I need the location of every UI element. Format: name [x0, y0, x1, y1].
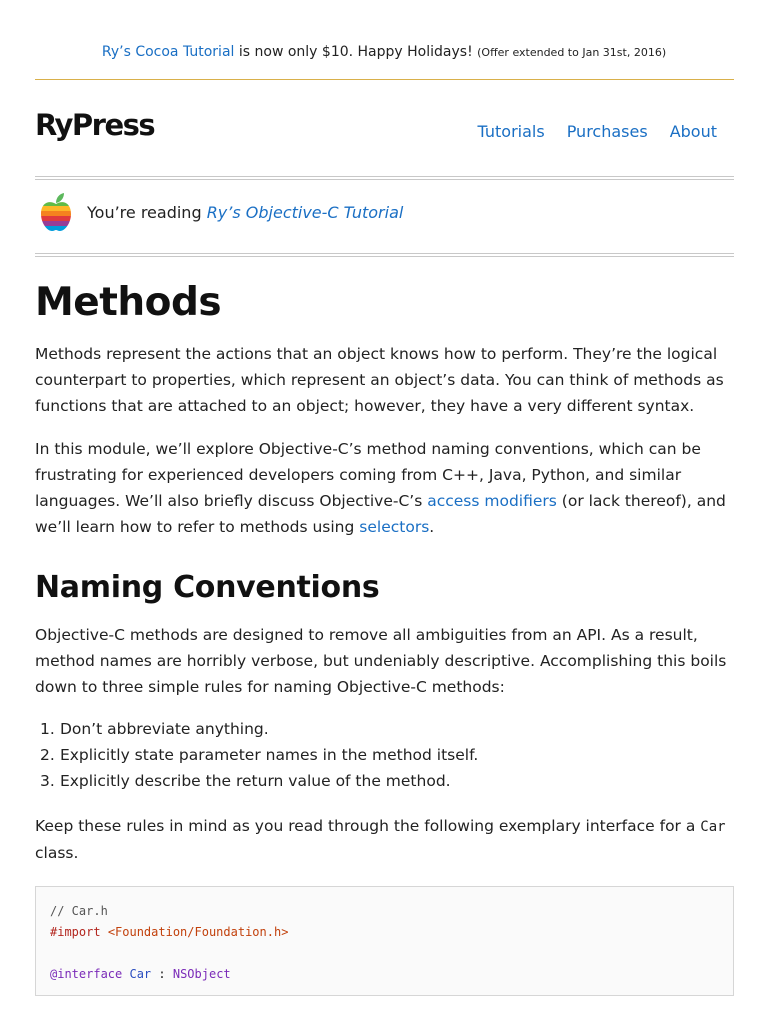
code-line-2 — [50, 922, 733, 943]
list-number: 1. — [40, 720, 55, 738]
list-item — [35, 742, 715, 768]
interface-paragraph — [35, 813, 734, 866]
code-block — [35, 886, 734, 996]
code-directive: #import — [50, 925, 101, 939]
site-logo[interactable]: RyPress — [35, 108, 155, 142]
intro-paragraph: Methods represent the actions that an object knows how to perform. They’re the logical counterpart to properties, which represent an object’s data. You can think of methods as functions that are attached to an object; however, they have a very different syntax. — [35, 345, 724, 415]
nav-purchases[interactable]: Purchases — [566, 122, 648, 141]
main-nav — [478, 122, 717, 141]
inline-code-car: Car — [700, 819, 726, 835]
list-text: Explicitly state parameter names in the method itself. — [59, 746, 479, 764]
nav-about[interactable]: About — [669, 122, 717, 141]
code-import-path: <Foundation/Foundation.h> — [107, 925, 289, 939]
code-line-3 — [50, 943, 733, 964]
tutorial-link[interactable]: Ry’s Objective-C Tutorial — [206, 202, 404, 222]
access-modifiers-link[interactable]: access modifiers — [427, 492, 557, 510]
code-line-4 — [50, 964, 733, 985]
list-number: 3. — [40, 772, 55, 790]
interface-text-b: class. — [35, 844, 79, 862]
code-superclass: NSObject — [172, 967, 231, 981]
code-comment: // Car.h — [50, 904, 108, 918]
code-separator: : — [151, 967, 173, 981]
module-paragraph — [35, 436, 734, 540]
promo-banner — [0, 44, 768, 60]
reading-bar — [35, 192, 403, 232]
page-title: Methods — [35, 280, 222, 325]
list-text: Don’t abbreviate anything. — [59, 720, 269, 738]
code-keyword: @interface — [50, 967, 123, 981]
selectors-link[interactable]: selectors — [359, 518, 430, 536]
code-class-name: Car — [129, 967, 152, 981]
module-text-a: In this module, we’ll explore Objective-C’s method naming conventions, which can be frustrating for experienced developers coming from C++, Java, Python, and similar languages. We’ll also briefly discuss Objective-C’s — [35, 440, 701, 510]
promo-divider — [35, 79, 734, 80]
rainbow-apple-icon — [39, 192, 73, 232]
module-text-c: . — [429, 518, 435, 536]
module-text-b: (or lack thereof), and we’ll learn how to refer to methods using — [35, 492, 726, 536]
interface-text-a: Keep these rules in mind as you read through the following exemplary interface for a — [35, 817, 701, 835]
section-heading: Naming Conventions — [35, 570, 380, 605]
reading-text — [87, 203, 403, 222]
list-number: 2. — [40, 746, 55, 764]
promo-note: (Offer extended to Jan 31st, 2016) — [477, 46, 667, 59]
rules-list — [35, 716, 715, 794]
list-item — [35, 768, 715, 794]
list-text: Explicitly describe the return value of the method. — [59, 772, 451, 790]
promo-text: is now only $10. Happy Holidays! — [234, 44, 478, 60]
header-divider — [35, 176, 734, 180]
list-item — [35, 716, 715, 742]
code-line-1 — [50, 901, 733, 922]
nav-tutorials[interactable]: Tutorials — [477, 122, 545, 141]
reading-prefix: You’re reading — [87, 202, 207, 222]
reading-divider — [35, 253, 734, 257]
promo-link[interactable]: Ry’s Cocoa Tutorial — [101, 44, 235, 60]
naming-paragraph: Objective-C methods are designed to remove all ambiguities from an API. As a result, method names are horribly verbose, but undeniably descriptive. Accomplishing this boils down to three simple rules for naming Objective-C methods: — [35, 626, 727, 696]
